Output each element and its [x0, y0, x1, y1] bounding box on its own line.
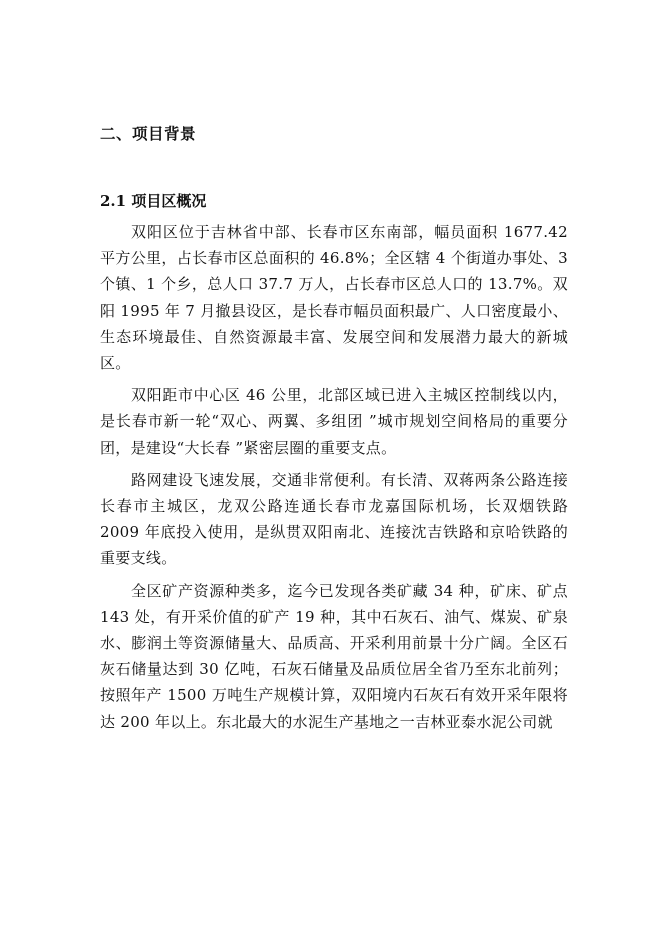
section-title: 二、项目背景 — [100, 124, 197, 143]
paragraph-location: 双阳距市中心区 46 公里，北部区域已进入主城区控制线以内，是长春市新一轮“双心、两翼、多组团 ”城市规划空间格局的重要分团，是建设“大长春 ”紧密层圈的重要支点。 — [100, 386, 568, 457]
paragraph-minerals: 全区矿产资源种类多，迄今已发现各类矿藏 34 种，矿床、矿点 143 处，有开采价值的矿产 19 种，其中石灰石、油气、煤炭、矿泉水、膨润土等资源储量大、品质高、开采利用前景十分广阔。全区石灰石储量达到 30 亿吨，石灰石储量及品质位居全省乃至东北前列；按照年产 1500 万吨生产规模计算，双阳境内石灰石有效开采年限将达 200 年以上。东北最大的水泥生产基地之一吉林亚泰水泥公司就 — [100, 581, 568, 731]
paragraph-transport: 路网建设飞速发展，交通非常便利。有长清、双蒋两条公路连接长春市主城区，龙双公路连通长春市龙嘉国际机场，长双烟铁路 2009 年底投入使用，是纵贯双阳南北、连接沈吉铁路和京哈铁路的重要支线。 — [100, 470, 568, 568]
paragraph-overview: 双阳区位于吉林省中部、长春市区东南部，幅员面积 1677.42 平方公里，占长春市区总面积的 46.8%；全区辖 4 个街道办事处、3 个镇、1 个乡，总人口 37.7 万人，占长春市区总人口的 13.7%。双阳 1995 年 7 月撤县设区，是长春市幅员面积最广、人口密度最小、生态环境最佳、自然资源最丰富、发展空间和发展潜力最大的新城区。 — [100, 223, 568, 373]
document-body — [100, 219, 568, 741]
subsection-title: 2.1 项目区概况 — [100, 192, 207, 210]
